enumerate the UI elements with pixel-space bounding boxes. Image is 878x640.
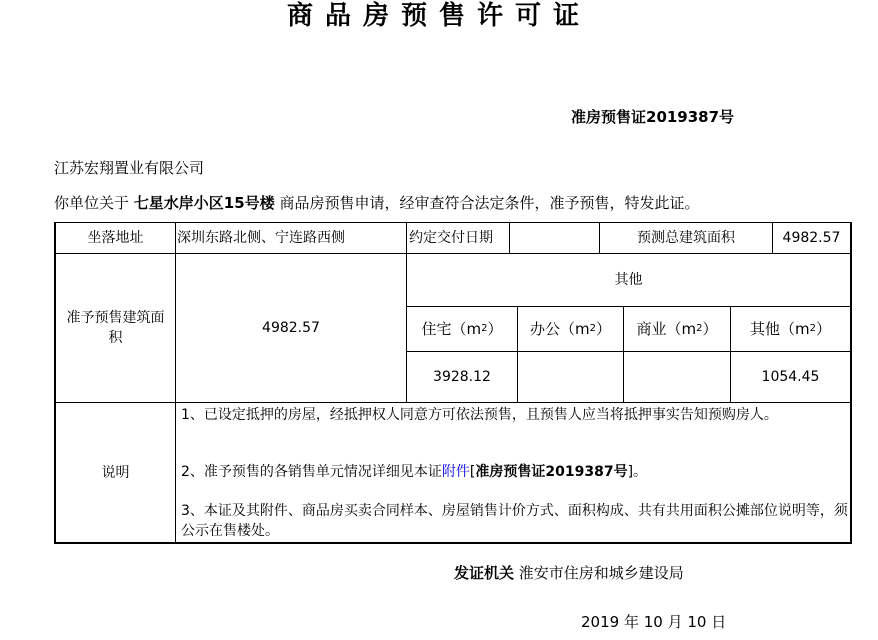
note-2-suffix: ]。 (627, 464, 648, 480)
issue-date: 2019 年 10 月 10 日 (581, 613, 727, 631)
note-2 (179, 462, 851, 482)
permit-table (54, 222, 852, 544)
project-name: 七星水岸小区15号楼 (133, 194, 275, 212)
company-name: 江苏宏翔置业有限公司 (54, 159, 205, 177)
col-office (518, 307, 623, 351)
note-2-prefix: 2、准予预售的各销售单元情况详细见本证 (181, 464, 442, 480)
certificate-number: 准房预售证2019387号 (571, 108, 735, 126)
col-commercial-text: 商业（m (636, 320, 697, 338)
superscript: 2 (589, 323, 596, 334)
other-header: 其他 (614, 272, 643, 288)
page-title: 商品房预售许可证 (286, 1, 591, 31)
note-2-cert: 准房预售证2019387号 (475, 464, 628, 480)
col-close: ） (487, 320, 503, 338)
value-commercial (624, 352, 730, 402)
col-close: ） (815, 320, 831, 338)
presale-area-value: 4982.57 (262, 320, 320, 336)
col-residential (407, 307, 517, 351)
superscript: 2 (481, 323, 488, 334)
table-border (54, 542, 852, 544)
col-residential-text: 住宅（m (421, 320, 482, 338)
table-border (850, 222, 852, 544)
notes-label: 说明 (101, 464, 130, 481)
col-other (731, 307, 850, 351)
superscript: 2 (809, 323, 816, 334)
value-residential: 3928.12 (433, 369, 491, 385)
intro-suffix: 商品房预售申请，经审查符合法定条件，准予预售，特发此证。 (279, 194, 700, 212)
total-area-label: 预测总建筑面积 (637, 230, 735, 246)
col-office-text: 办公（m (529, 320, 590, 338)
intro-text (54, 192, 699, 213)
col-other-text: 其他（m (749, 320, 810, 338)
presale-area-label: 准予预售建筑面积 (66, 310, 165, 346)
note-1: 1、已设定抵押的房屋，经抵押权人同意方可依法预售，且预售人应当将抵押事实告知预购房人。 (181, 407, 778, 423)
value-office (518, 352, 623, 402)
value-other: 1054.45 (761, 369, 820, 385)
location-label: 坐落地址 (87, 230, 144, 246)
issuer-value: 淮安市住房和城乡建设局 (518, 564, 684, 582)
total-area-value: 4982.57 (782, 230, 841, 246)
col-close: ） (702, 320, 718, 338)
col-close: ） (595, 320, 611, 338)
intro-prefix: 你单位关于 (54, 194, 130, 212)
issuer (454, 562, 684, 583)
col-commercial (624, 307, 730, 351)
location-value: 深圳东路北侧、宁连路西侧 (177, 230, 345, 246)
issuer-label: 发证机关 (454, 564, 515, 582)
delivery-date-value (510, 223, 599, 253)
superscript: 2 (696, 323, 703, 334)
note-2-bracket: [ (469, 464, 476, 480)
note-3: 3、本证及其附件、商品房买卖合同样本、房屋销售计价方式、面积构成、共有共用面积公摊部位说明等，须公示在售楼处。 (181, 503, 848, 539)
attachment-link[interactable]: 附件 (441, 464, 470, 480)
delivery-date-label: 约定交付日期 (409, 230, 493, 246)
